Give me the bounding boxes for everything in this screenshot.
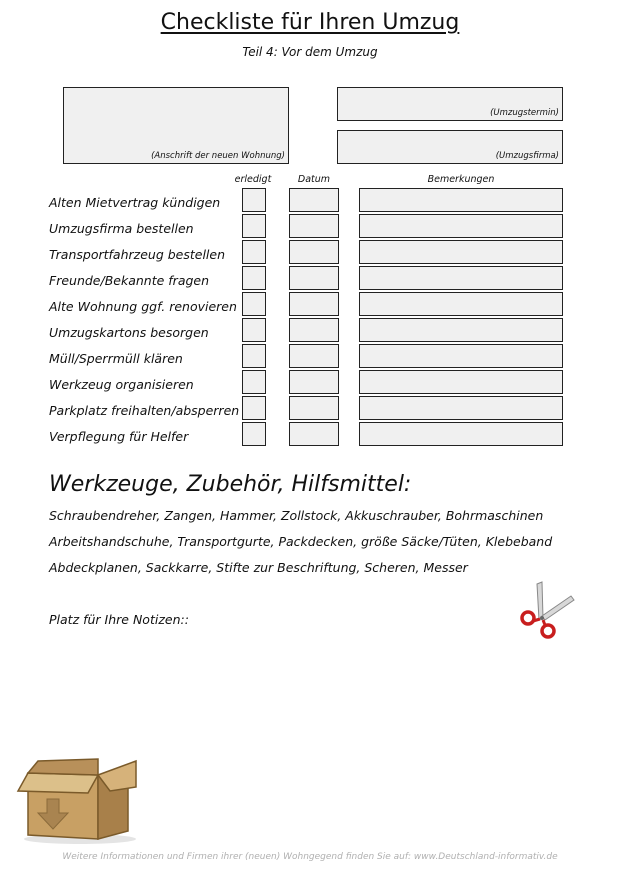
page-subtitle: Teil 4: Vor dem Umzug [242,45,378,59]
footer-text: Weitere Informationen und Firmen ihrer (neuen) Wohngegend finden Sie auf: www.Deutschland-informativ.de [62,852,558,862]
date-cell[interactable] [289,266,339,290]
task-label: Müll/Sperrmüll klären [49,351,183,366]
date-cell[interactable] [289,396,339,420]
task-label: Verpflegung für Helfer [49,429,189,444]
tools-line: Abdeckplanen, Sackkarre, Stifte zur Beschriftung, Scheren, Messer [49,560,468,575]
task-label: Parkplatz freihalten/absperren [49,403,240,418]
done-checkbox[interactable] [242,266,266,290]
done-checkbox[interactable] [242,370,266,394]
done-checkbox[interactable] [242,318,266,342]
date-cell[interactable] [289,344,339,368]
address-field-label: (Anschrift der neuen Wohnung) [151,151,285,161]
scissors-icon [515,578,577,642]
task-label: Umzugsfirma bestellen [49,221,194,236]
notes-label: Platz für Ihre Notizen:: [49,612,189,627]
remarks-cell[interactable] [359,396,563,420]
page-title: Checkliste für Ihren Umzug [160,10,460,35]
remarks-cell[interactable] [359,240,563,264]
remarks-cell[interactable] [359,188,563,212]
remarks-cell[interactable] [359,214,563,238]
task-label: Umzugskartons besorgen [49,325,209,340]
task-label: Werkzeug organisieren [49,377,194,392]
tools-heading: Werkzeuge, Zubehör, Hilfsmittel: [49,472,412,497]
moving-date-field[interactable] [337,87,563,121]
column-header-done: erledigt [234,174,272,185]
moving-company-label: (Umzugsfirma) [495,151,559,161]
done-checkbox[interactable] [242,422,266,446]
task-label: Alte Wohnung ggf. renovieren [49,299,237,314]
tools-line: Schraubendreher, Zangen, Hammer, Zollstock, Akkuschrauber, Bohrmaschinen [49,508,544,523]
address-field[interactable] [63,87,289,164]
date-cell[interactable] [289,292,339,316]
remarks-cell[interactable] [359,370,563,394]
date-cell[interactable] [289,370,339,394]
moving-box-icon [14,753,142,845]
remarks-cell[interactable] [359,318,563,342]
remarks-cell[interactable] [359,266,563,290]
date-cell[interactable] [289,188,339,212]
remarks-cell[interactable] [359,422,563,446]
remarks-cell[interactable] [359,292,563,316]
task-label: Freunde/Bekannte fragen [49,273,210,288]
remarks-cell[interactable] [359,344,563,368]
column-header-remarks: Bemerkungen [427,174,495,185]
done-checkbox[interactable] [242,396,266,420]
done-checkbox[interactable] [242,214,266,238]
moving-company-field[interactable] [337,130,563,164]
done-checkbox[interactable] [242,188,266,212]
task-label: Alten Mietvertrag kündigen [49,195,221,210]
done-checkbox[interactable] [242,240,266,264]
date-cell[interactable] [289,422,339,446]
date-cell[interactable] [289,318,339,342]
tools-line: Arbeitshandschuhe, Transportgurte, Packdecken, größe Säcke/Tüten, Klebeband [49,534,553,549]
moving-date-label: (Umzugstermin) [490,108,559,118]
done-checkbox[interactable] [242,292,266,316]
column-header-date: Datum [297,174,331,185]
date-cell[interactable] [289,240,339,264]
date-cell[interactable] [289,214,339,238]
task-label: Transportfahrzeug bestellen [49,247,226,262]
done-checkbox[interactable] [242,344,266,368]
